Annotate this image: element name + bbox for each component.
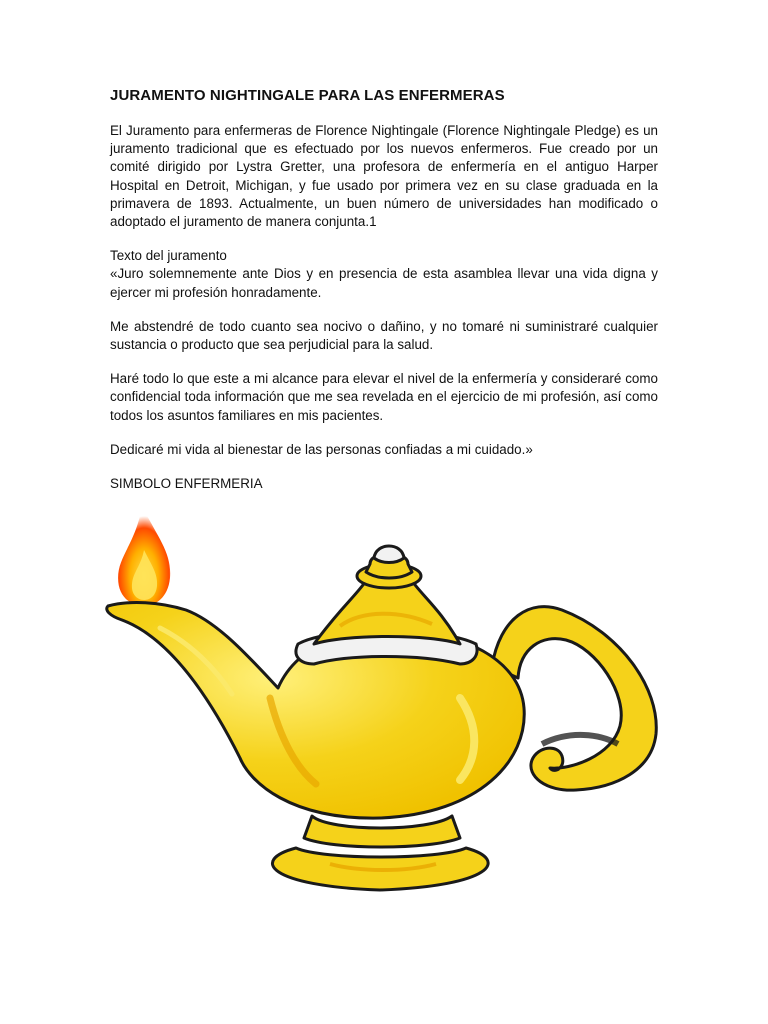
oath-paragraph-2: Me abstendré de todo cuanto sea nocivo o dañino, y no tomaré ni suministraré cualquier sustancia o producto que sea perjudicial para la salud.: [110, 318, 658, 353]
oath-heading: Texto del juramento: [110, 248, 227, 264]
symbol-label: SIMBOLO ENFERMERIA: [110, 476, 263, 492]
lamp-base: [272, 816, 488, 890]
document-title: JURAMENTO NIGHTINGALE PARA LAS ENFERMERAS: [110, 87, 505, 104]
document-body: [110, 86, 658, 493]
oil-lamp-illustration: [100, 498, 670, 918]
lamp-body: [107, 603, 524, 819]
oath-paragraph-3: Haré todo lo que este a mi alcance para elevar el nivel de la enfermería y consideraré como confidencial toda información que me sea revelada en el ejercicio de mi profesión, así como todos los asuntos familiares en mis pacientes.: [110, 371, 658, 423]
oath-paragraph-1: «Juro solemnemente ante Dios y en presencia de esta asamblea llevar una vida digna y ejercer mi profesión honradamente.: [110, 266, 658, 300]
lamp-lid: [314, 546, 460, 644]
intro-paragraph: El Juramento para enfermeras de Florence Nightingale (Florence Nightingale Pledge) es un juramento tradicional que es efectuado por los nuevos enfermeros. Fue creado por un comité dirigido por Lystra Gretter, una profesora de enfermería en el antiguo Harper Hospital en Detroit, Michigan, y fue usado por primera vez en su clase graduada en la primavera de 1893. Actualmente, un buen número de universidades han modificado o adoptado el juramento de manera conjunta.1: [110, 123, 658, 230]
flame-icon: [118, 506, 170, 606]
oath-paragraph-4: Dedicaré mi vida al bienestar de las personas confiadas a mi cuidado.»: [110, 441, 533, 457]
